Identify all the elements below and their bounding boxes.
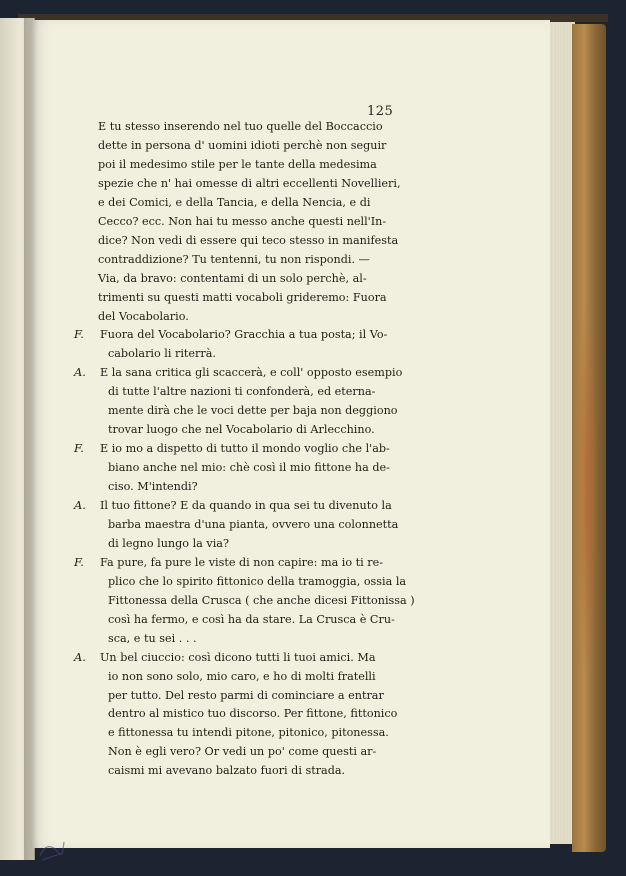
text-line: di tutte l'altre nazioni ti confonderà, ed eterna- bbox=[108, 385, 376, 399]
text-line: Un bel ciuccio: così dicono tutti li tuoi amici. Ma bbox=[100, 650, 376, 664]
text-line: caismi mi avevano balzato fuori di strada. bbox=[108, 764, 346, 778]
text-line: Non è egli vero? Or vedi un po' come questi ar- bbox=[108, 745, 377, 759]
text-line: Via, da bravo: contentami di un solo perchè, al- bbox=[98, 271, 367, 285]
speaker-marker: F. bbox=[74, 441, 84, 456]
text-line: plico che lo spirito fittonico della tramoggia, ossia la bbox=[108, 574, 407, 588]
text-line: per tutto. Del resto parmi di cominciare a entrar bbox=[108, 688, 384, 702]
text-line: Fuora del Vocabolario? Gracchia a tua posta; il Vo- bbox=[100, 328, 388, 342]
text-line: e fittonessa tu intendi pitone, pitonico, pitonessa. bbox=[108, 726, 389, 740]
cover-stain bbox=[576, 300, 598, 680]
text-line: biano anche nel mio: chè così il mio fittone ha de- bbox=[108, 461, 390, 475]
text-line: contraddizione? Tu tentenni, tu non rispondi. — bbox=[98, 252, 370, 266]
text-line: poi il medesimo stile per le tante della medesima bbox=[98, 157, 377, 171]
text-line: del Vocabolario. bbox=[98, 309, 189, 323]
text-line: di legno lungo la via? bbox=[108, 536, 229, 550]
spine-shadow bbox=[24, 18, 38, 860]
text-line: Cecco? ecc. Non hai tu messo anche questi nell'In- bbox=[98, 214, 387, 228]
text-line: spezie che n' hai omesse di altri eccellenti Novellieri, bbox=[98, 176, 401, 190]
text-line: mente dirà che le voci dette per baja non deggiono bbox=[108, 404, 398, 418]
text-line: trovar luogo che nel Vocabolario di Arlecchino. bbox=[108, 423, 375, 437]
speaker-marker: A. bbox=[74, 365, 86, 380]
speaker-marker: A. bbox=[74, 498, 86, 512]
library-stamp bbox=[36, 834, 68, 864]
text-line: E la sana critica gli scaccerà, e coll' opposto esempio bbox=[100, 366, 403, 380]
speaker-marker: A. bbox=[74, 649, 86, 664]
text-line: Fittonessa della Crusca ( che anche dicesi Fittonissa ) bbox=[108, 593, 415, 607]
text-line: Fa pure, fa pure le viste di non capire: ma io ti re- bbox=[100, 555, 384, 569]
text-line: dette in persona d' uomini idioti perchè non seguir bbox=[98, 138, 387, 152]
text-line: dice? Non vedi di essere qui teco stesso in manifesta bbox=[98, 233, 399, 247]
text-line: così ha fermo, e così ha da stare. La Crusca è Cru- bbox=[108, 612, 395, 626]
text-line: io non sono solo, mio caro, e ho di molti fratelli bbox=[108, 669, 376, 683]
speaker-marker: F. bbox=[74, 327, 84, 342]
text-line: E io mo a dispetto di tutto il mondo voglio che l'ab- bbox=[100, 442, 390, 456]
text-line: dentro al mistico tuo discorso. Per fittone, fittonico bbox=[108, 707, 398, 721]
text-line: Il tuo fittone? E da quando in qua sei tu divenuto la bbox=[100, 499, 392, 512]
text-line: e dei Comici, e della Tancia, e della Nencia, e di bbox=[98, 195, 371, 209]
text-line: sca, e tu sei . . . bbox=[108, 631, 197, 645]
text-line: E tu stesso inserendo nel tuo quelle del Boccaccio bbox=[98, 120, 383, 133]
text-line: ciso. M'intendi? bbox=[108, 480, 198, 494]
text-line: barba maestra d'una pianta, ovvero una colonnetta bbox=[108, 517, 399, 531]
text-line: trimenti su questi matti vocaboli grideremo: Fuora bbox=[98, 290, 387, 304]
page-number: 125 bbox=[367, 104, 394, 119]
speaker-marker: F. bbox=[74, 554, 84, 569]
page-block-edges bbox=[548, 22, 575, 844]
text-line: cabolario li riterrà. bbox=[108, 347, 216, 361]
